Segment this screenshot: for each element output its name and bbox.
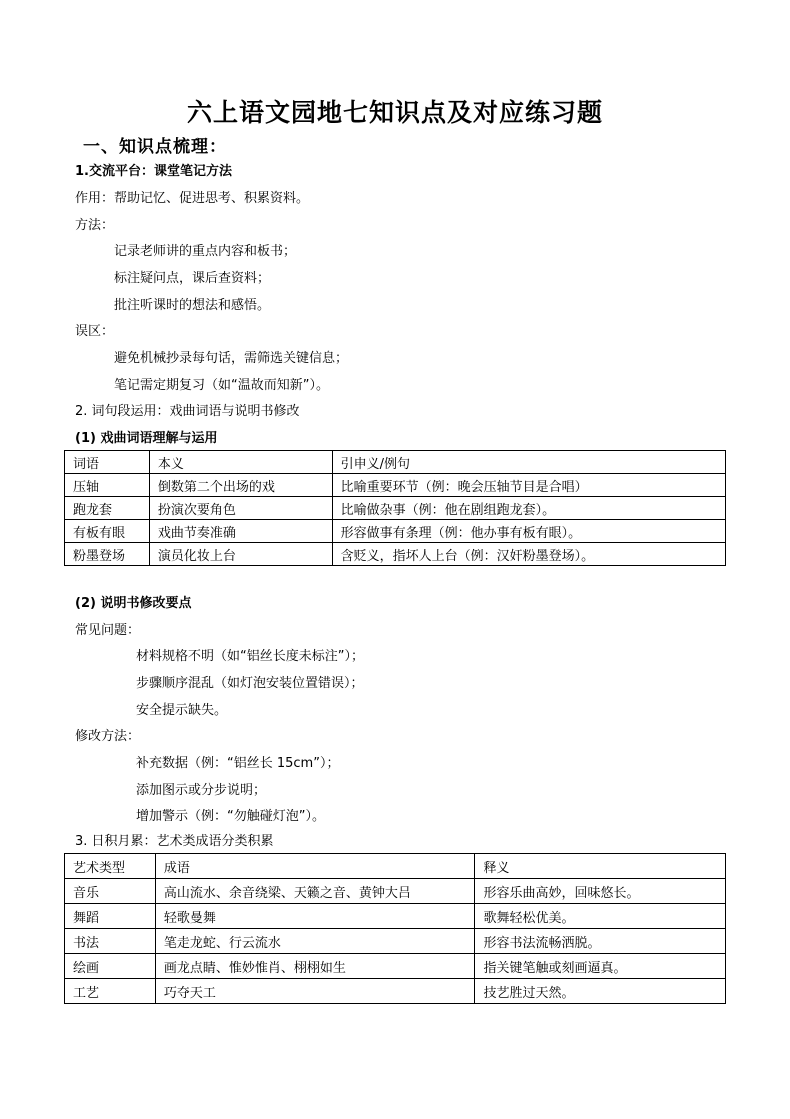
table-header-cell: 成语	[155, 854, 475, 879]
table-cell: 书法	[65, 929, 156, 954]
table-header-cell: 引申义/例句	[332, 451, 725, 474]
problem-item: 步骤顺序混乱（如灯泡安装位置错误）；	[136, 676, 364, 691]
method-item: 标注疑问点，课后查资料；	[114, 271, 271, 286]
table-cell: 形容乐曲高妙，回味悠长。	[475, 879, 726, 904]
table-cell: 笔走龙蛇、行云流水	[155, 929, 475, 954]
table-header-cell: 艺术类型	[65, 854, 156, 879]
fix-item: 增加警示（例：“勿触碰灯泡”）。	[136, 809, 325, 824]
table-row	[65, 929, 726, 954]
table-cell: 指关键笔触或刻画逼真。	[475, 954, 726, 979]
section-heading: 一、知识点梳理：	[83, 137, 227, 157]
table-row	[65, 543, 726, 566]
fix-item: 补充数据（例：“铝丝长 15cm”）；	[136, 756, 340, 771]
mistake-item: 避免机械抄录每句话，需筛选关键信息；	[114, 351, 349, 366]
table-cell: 工艺	[65, 979, 156, 1004]
table-row	[65, 954, 726, 979]
table-cell: 画龙点睛、惟妙惟肖、栩栩如生	[155, 954, 475, 979]
fix-label: 修改方法：	[75, 729, 141, 744]
fix-item: 添加图示或分步说明；	[136, 783, 267, 798]
table-cell: 倒数第二个出场的戏	[149, 474, 332, 497]
method-item: 记录老师讲的重点内容和板书；	[114, 244, 297, 259]
table-row	[65, 879, 726, 904]
table-row	[65, 979, 726, 1004]
table-row	[65, 904, 726, 929]
idioms-table	[64, 853, 726, 1004]
point3-heading: 3. 日积月累：艺术类成语分类积累	[75, 834, 274, 849]
table-cell: 含贬义，指坏人上台（例：汉奸粉墨登场）。	[332, 543, 725, 566]
table-cell: 高山流水、余音绕梁、天籁之音、黄钟大吕	[155, 879, 475, 904]
table-cell: 轻歌曼舞	[155, 904, 475, 929]
table-cell: 戏曲节奏准确	[149, 520, 332, 543]
table-cell: 比喻做杂事（例：他在剧组跑龙套）。	[332, 497, 725, 520]
table-cell: 技艺胜过天然。	[475, 979, 726, 1004]
table-header-cell: 本义	[149, 451, 332, 474]
problem-label: 常见问题：	[75, 623, 141, 638]
point1-role: 作用：帮助记忆、促进思考、积累资料。	[75, 191, 310, 206]
table-cell: 扮演次要角色	[149, 497, 332, 520]
table-row	[65, 497, 726, 520]
mistake-item: 笔记需定期复习（如“温故而知新”）。	[114, 378, 329, 393]
subheading-manual: (2) 说明书修改要点	[75, 596, 192, 611]
table-header-row	[65, 854, 726, 879]
table-header-row	[65, 451, 726, 474]
table-header-cell: 词语	[65, 451, 150, 474]
table-cell: 比喻重要环节（例：晚会压轴节目是合唱）	[332, 474, 725, 497]
table-cell: 巧夺天工	[155, 979, 475, 1004]
point1-heading: 1.交流平台：课堂笔记方法	[75, 164, 232, 179]
table-cell: 演员化妆上台	[149, 543, 332, 566]
mistake-label: 误区：	[75, 324, 115, 339]
document-title: 六上语文园地七知识点及对应练习题	[186, 98, 603, 127]
table-cell: 跑龙套	[65, 497, 150, 520]
method-item: 批注听课时的想法和感悟。	[114, 298, 271, 313]
table-cell: 绘画	[65, 954, 156, 979]
problem-item: 材料规格不明（如“铝丝长度未标注”）；	[136, 649, 364, 664]
table-cell: 形容做事有条理（例：他办事有板有眼）。	[332, 520, 725, 543]
table-cell: 压轴	[65, 474, 150, 497]
problem-item: 安全提示缺失。	[136, 703, 228, 718]
table-cell: 形容书法流畅洒脱。	[475, 929, 726, 954]
table-header-cell: 释义	[475, 854, 726, 879]
table-cell: 有板有眼	[65, 520, 150, 543]
method-label: 方法：	[75, 218, 115, 233]
table-row	[65, 520, 726, 543]
opera-words-table	[64, 450, 726, 566]
subheading-opera-words: (1) 戏曲词语理解与运用	[75, 431, 218, 446]
point2-heading: 2. 词句段运用：戏曲词语与说明书修改	[75, 404, 300, 419]
table-row	[65, 474, 726, 497]
table-cell: 粉墨登场	[65, 543, 150, 566]
table-cell: 舞蹈	[65, 904, 156, 929]
table-cell: 歌舞轻松优美。	[475, 904, 726, 929]
table-cell: 音乐	[65, 879, 156, 904]
